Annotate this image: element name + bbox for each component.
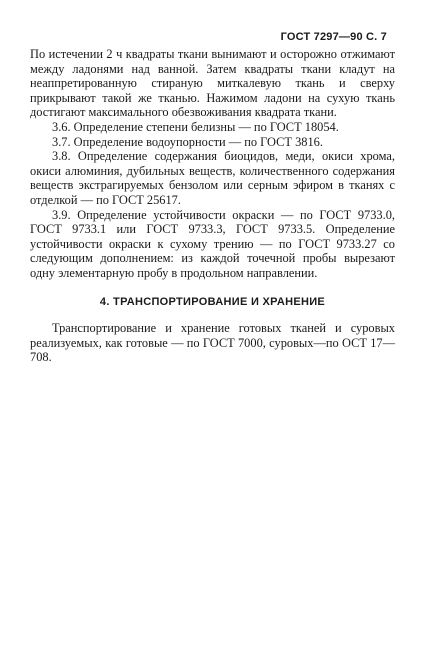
- paragraph-3-7: 3.7. Определение водоупорности — по ГОСТ 3816.: [52, 134, 323, 149]
- page-header: ГОСТ 7297—90 С. 7: [280, 31, 387, 43]
- section-4-paragraph: Транспортирование и хранение готовых тканей и суровых реализуемых, как готовые — по ГОСТ 7000, суровых—по ОСТ 17—708.: [30, 321, 395, 365]
- paragraph-3-6: 3.6. Определение степени белизны — по ГОСТ 18054.: [52, 119, 339, 134]
- page-content: [30, 47, 395, 365]
- paragraph-3-9: 3.9. Определение устойчивости окраски — по ГОСТ 9733.0, ГОСТ 9733.1 или ГОСТ 9733.3, ГОСТ 9733.5. Определение устойчивости окраски к сухому трению — по ГОСТ 9733.27 со следующим дополнением: из каждой точечной пробы вырезают одну элементарную пробу в продольном направлении.: [30, 207, 395, 280]
- paragraph-continuation: По истечении 2 ч квадраты ткани вынимают и осторожно отжимают между ладонями над ванной. Затем квадраты ткани кладут на неаппретированную стираную миткалевую ткань и сверху прикрывают такой же тканью. Нажимом ладони на сухую ткань достигают максимального обезвоживания квадрата ткани.: [30, 47, 395, 120]
- paragraph-3-8: 3.8. Определение содержания биоцидов, меди, окиси хрома, окиси алюминия, дубильных веществ, количественного содержания веществ экстрагируемых бензолом или серным эфиром в тканях с отделкой — по ГОСТ 25617.: [30, 149, 395, 207]
- section-4-title: 4. ТРАНСПОРТИРОВАНИЕ И ХРАНЕНИЕ: [99, 295, 326, 308]
